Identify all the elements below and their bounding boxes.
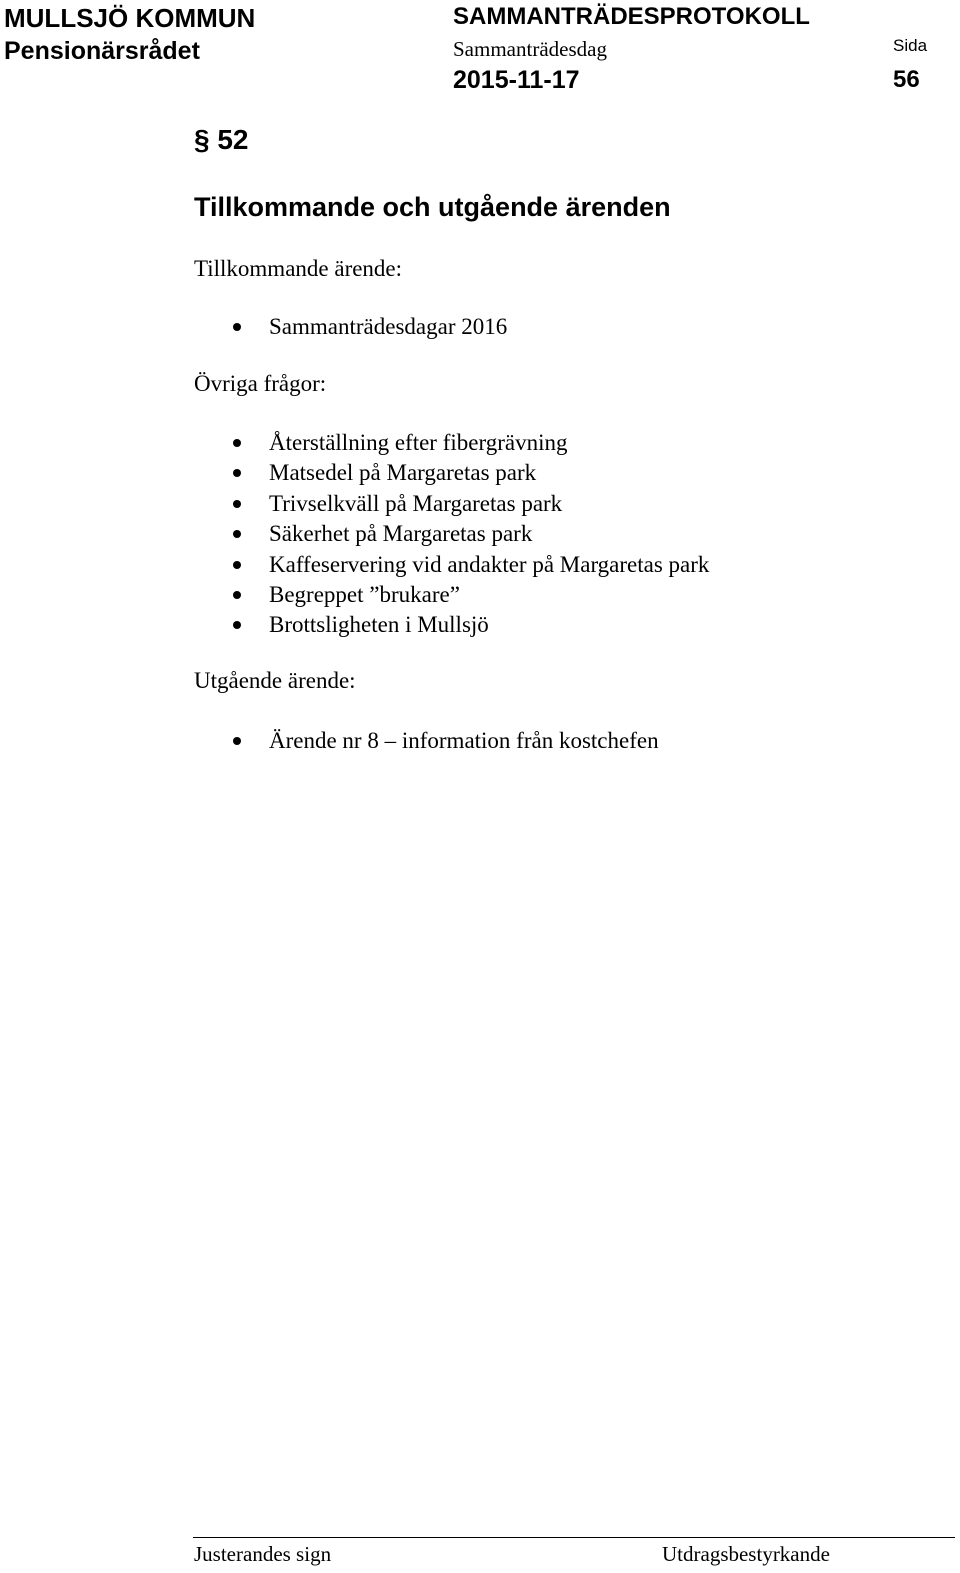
footer-certification-label: Utdragsbestyrkande: [662, 1542, 830, 1566]
section-title: Tillkommande och utgående ärenden: [194, 192, 671, 222]
footer-divider: [193, 1537, 955, 1538]
page-number: 56: [893, 66, 920, 93]
other-questions-label: Övriga frågor:: [194, 371, 327, 396]
bullet-icon: [233, 561, 241, 569]
bullet-icon: [233, 323, 241, 331]
meeting-date: 2015-11-17: [453, 66, 580, 94]
page-label: Sida: [893, 36, 928, 55]
list-item-text: Brottsligheten i Mullsjö: [269, 612, 489, 637]
paragraph-number: § 52: [194, 124, 249, 155]
outgoing-label: Utgående ärende:: [194, 668, 356, 693]
list-item-text: Trivselkväll på Margaretas park: [269, 491, 563, 516]
footer-signature-label: Justerandes sign: [194, 1542, 332, 1566]
meeting-date-label: Sammanträdesdag: [453, 37, 607, 61]
list-item-text: Säkerhet på Margaretas park: [269, 521, 533, 546]
bullet-icon: [233, 530, 241, 538]
list-item-text: Matsedel på Margaretas park: [269, 460, 537, 485]
bullet-icon: [233, 500, 241, 508]
list-item-text: Sammanträdesdagar 2016: [269, 314, 508, 339]
document-type: SAMMANTRÄDESPROTOKOLL: [453, 3, 810, 30]
bullet-icon: [233, 469, 241, 477]
bullet-icon: [233, 591, 241, 599]
list-item-text: Begreppet ”brukare”: [269, 582, 460, 607]
list-item-text: Ärende nr 8 – information från kostchefen: [269, 728, 659, 753]
council-name: Pensionärsrådet: [4, 37, 200, 65]
list-item-text: Återställning efter fibergrävning: [269, 430, 568, 455]
incoming-label: Tillkommande ärende:: [194, 256, 403, 281]
bullet-icon: [233, 621, 241, 629]
bullet-icon: [233, 439, 241, 447]
bullet-icon: [233, 737, 241, 745]
organization-name: MULLSJÖ KOMMUN: [4, 3, 256, 33]
list-item-text: Kaffeservering vid andakter på Margaretas park: [269, 552, 710, 577]
